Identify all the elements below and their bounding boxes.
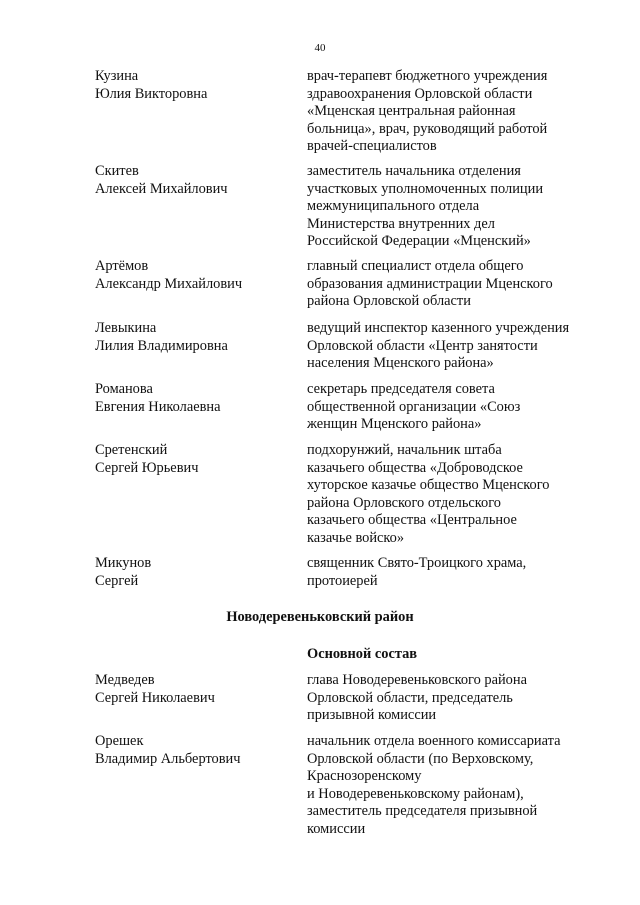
- member-given-names: Лилия Владимировна: [95, 337, 228, 354]
- member-role: [307, 320, 607, 373]
- member-surname: Скитев: [95, 163, 139, 179]
- member-name: [95, 555, 285, 590]
- role-line: хуторское казачье общество Мценского: [307, 477, 550, 494]
- role-line: Министерства внутренних дел: [307, 215, 495, 232]
- member-surname: Романова: [95, 381, 153, 397]
- role-line: протоиерей: [307, 572, 378, 589]
- member-surname: Орешек: [95, 733, 144, 749]
- member-given-names: Сергей Юрьевич: [95, 459, 199, 476]
- role-line: ведущий инспектор казенного учреждения: [307, 320, 570, 336]
- role-line: призывной комиссии: [307, 707, 437, 724]
- member-surname: Артёмов: [95, 258, 149, 274]
- member-role: [307, 442, 607, 548]
- role-line: заместитель председателя призывной: [307, 803, 538, 820]
- role-line: Орловской области, председатель: [307, 689, 513, 706]
- member-role: [307, 381, 607, 434]
- role-line: врач-терапевт бюджетного учреждения: [307, 68, 548, 84]
- member-name: [95, 442, 285, 477]
- role-line: священник Свято-Троицкого храма,: [307, 555, 527, 571]
- member-name: [95, 68, 285, 103]
- member-role: [307, 555, 607, 590]
- district-heading: Новодеревеньковский район: [226, 609, 414, 625]
- role-line: общественной организации «Союз: [307, 398, 521, 415]
- member-name: [95, 381, 285, 416]
- member-surname: Кузина: [95, 68, 139, 84]
- role-line: комиссии: [307, 820, 366, 837]
- role-line: женщин Мценского района»: [307, 416, 482, 433]
- role-line: Краснозоренскому: [307, 768, 422, 785]
- role-line: и Новодеревеньковскому районам),: [307, 785, 524, 802]
- role-line: секретарь председателя совета: [307, 381, 495, 397]
- role-line: участковых уполномоченных полиции: [307, 180, 544, 197]
- role-line: района Орловской области: [307, 293, 471, 310]
- member-given-names: Сергей: [95, 572, 139, 589]
- role-line: Российской Федерации «Мценский»: [307, 233, 531, 250]
- page-number: 40: [314, 42, 326, 54]
- role-line: здравоохранения Орловской области: [307, 85, 533, 102]
- role-line: «Мценская центральная районная: [307, 103, 516, 120]
- role-line: глава Новодеревеньковского района: [307, 672, 527, 688]
- composition-heading: Основной состав: [307, 646, 418, 662]
- member-role: [307, 68, 607, 156]
- member-role: [307, 163, 607, 251]
- role-line: врачей-специалистов: [307, 138, 437, 155]
- member-surname: Микунов: [95, 555, 152, 571]
- member-surname: Сретенский: [95, 442, 168, 458]
- member-name: [95, 163, 285, 198]
- role-line: больница», врач, руководящий работой: [307, 120, 548, 137]
- member-surname: Медведев: [95, 672, 155, 688]
- member-name: [95, 320, 285, 355]
- role-line: межмуниципального отдела: [307, 198, 480, 215]
- role-line: казачьего общества «Центральное: [307, 512, 517, 529]
- member-role: [307, 258, 607, 311]
- role-line: начальник отдела военного комиссариата: [307, 733, 561, 749]
- member-name: [95, 258, 285, 293]
- role-line: образования администрации Мценского: [307, 275, 553, 292]
- member-given-names: Евгения Николаевна: [95, 398, 221, 415]
- member-role: [307, 733, 607, 839]
- role-line: заместитель начальника отделения: [307, 163, 521, 179]
- member-given-names: Сергей Николаевич: [95, 689, 215, 706]
- member-given-names: Александр Михайлович: [95, 275, 243, 292]
- role-line: казачье войско»: [307, 529, 405, 546]
- member-given-names: Алексей Михайлович: [95, 180, 228, 197]
- member-given-names: Владимир Альбертович: [95, 750, 241, 767]
- member-name: [95, 672, 285, 707]
- role-line: Орловской области «Центр занятости: [307, 337, 538, 354]
- role-line: населения Мценского района»: [307, 355, 494, 372]
- role-line: главный специалист отдела общего: [307, 258, 524, 274]
- role-line: казачьего общества «Доброводское: [307, 459, 523, 476]
- role-line: подхорунжий, начальник штаба: [307, 442, 502, 458]
- member-given-names: Юлия Викторовна: [95, 85, 208, 102]
- role-line: района Орловского отдельского: [307, 494, 501, 511]
- role-line: Орловской области (по Верховскому,: [307, 750, 534, 767]
- member-surname: Левыкина: [95, 320, 157, 336]
- member-role: [307, 672, 607, 725]
- member-name: [95, 733, 285, 768]
